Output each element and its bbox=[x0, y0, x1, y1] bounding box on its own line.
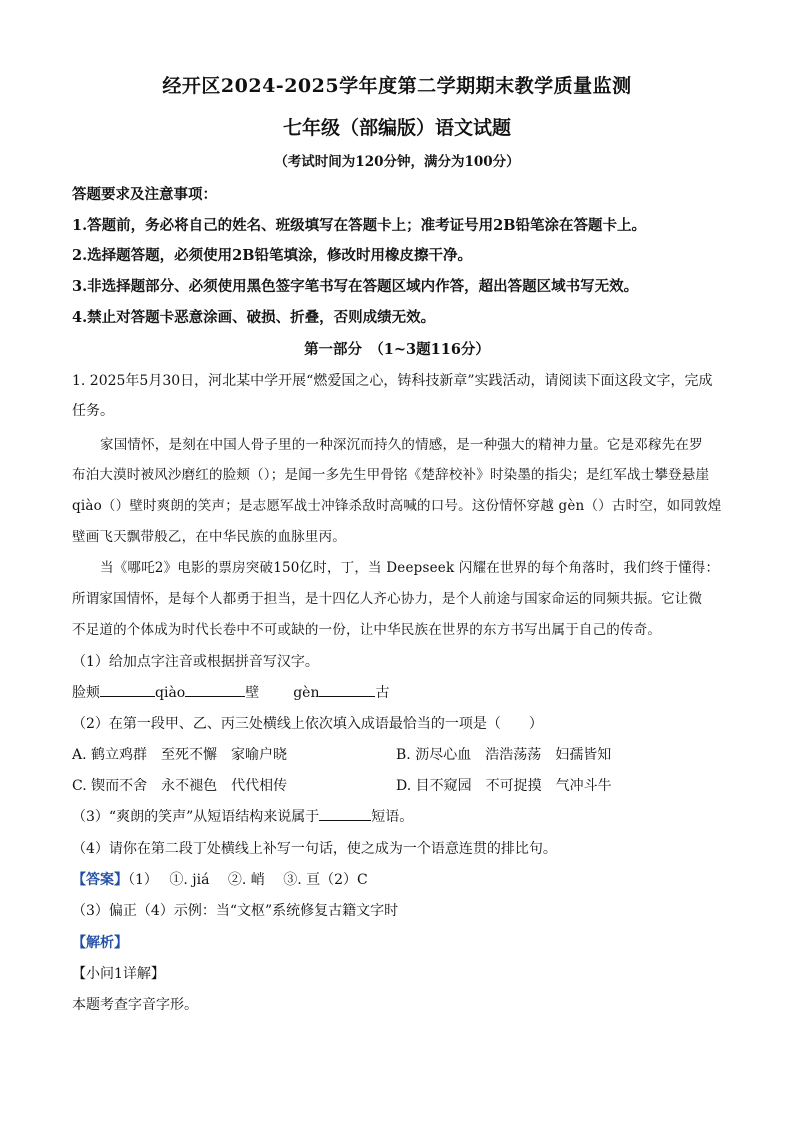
answer-blank[interactable] bbox=[319, 806, 371, 821]
instruction-item: 2.选择题答题，必须使用2B铅笔填涂，修改时用橡皮擦干净。 bbox=[72, 247, 472, 264]
answer-blank[interactable] bbox=[319, 682, 375, 697]
instruction-item: 4.禁止对答题卡恶意涂画、破损、折叠，否则成绩无效。 bbox=[72, 309, 436, 326]
answer-label: 【答案】 bbox=[72, 872, 128, 888]
fill-word: 脸颊 bbox=[72, 685, 100, 701]
subquestion-3 bbox=[72, 806, 413, 826]
option-a[interactable]: A. 鹤立鸡群 至死不懈 家喻户晓 bbox=[72, 747, 288, 763]
exam-subtitle: 七年级（部编版）语文试题 bbox=[282, 117, 511, 139]
subquestion-2: （2）在第一段甲、乙、丙三处横线上依次填入成语最恰当的一项是（ ） bbox=[72, 716, 543, 732]
analysis-label: 【解析】 bbox=[72, 935, 128, 951]
fill-blank-row bbox=[72, 682, 389, 702]
subquestion-3-tail: 短语。 bbox=[371, 809, 414, 825]
passage-line: 家国情怀，是刻在中国人骨子里的一种深沉而持久的情感，是一种强大的精神力量。它是邓稼先在罗 bbox=[100, 437, 703, 453]
fill-word: 古 bbox=[375, 685, 390, 701]
answer-blank[interactable] bbox=[100, 682, 155, 697]
option-d[interactable]: D. 目不窥园 不可捉摸 气冲斗牛 bbox=[396, 778, 612, 794]
passage-line: 壁画飞天飘带般乙，在中华民族的血脉里丙。 bbox=[72, 529, 346, 545]
answer-blank[interactable] bbox=[185, 682, 245, 697]
answer-line bbox=[72, 869, 368, 889]
fill-word: qiào bbox=[155, 685, 186, 701]
analysis-text: 本题考查字音字形。 bbox=[72, 997, 198, 1013]
subquestion-1: （1）给加点字注音或根据拼音写汉字。 bbox=[72, 654, 319, 670]
instruction-item: 3.非选择题部分、必须使用黑色签字笔书写在答题区域内作答，超出答题区域书写无效。 bbox=[72, 278, 639, 295]
instructions-heading: 答题要求及注意事项： bbox=[72, 186, 217, 203]
analysis-sub-label: 【小问1详解】 bbox=[72, 966, 165, 982]
answer-line-2: （3）偏正（4）示例：当“文枢”系统修复古籍文字时 bbox=[72, 903, 399, 919]
subquestion-4: （4）请你在第二段丁处横线上补写一句话，使之成为一个语意连贯的排比句。 bbox=[72, 841, 557, 857]
fill-word: 壁 bbox=[245, 685, 260, 701]
answer-text: （1） ①. jiá ②. 峭 ③. 亘（2）C bbox=[128, 872, 368, 888]
passage-line: 当《哪吒2》电影的票房突破150亿时，丁，当 Deepseek 闪耀在世界的每个角落时，我们终于懂得： bbox=[100, 560, 720, 576]
passage-line: 所谓家国情怀，是每个人都勇于担当，是十四亿人齐心协力，是个人前途与国家命运的同频共振。它让微 bbox=[72, 591, 703, 607]
passage-line: 不足道的个体成为时代长卷中不可或缺的一份，让中华民族在世界的东方书写出属于自己的传奇。 bbox=[72, 622, 662, 638]
exam-info: （考试时间为120分钟，满分为100分） bbox=[274, 154, 520, 170]
section-heading: 第一部分 （1~3题116分） bbox=[304, 341, 490, 358]
passage-line: 布泊大漠时被风沙磨红的脸颊（）；是闻一多先生甲骨铭《楚辞校补》时染墨的指尖；是红军战士攀登悬崖 bbox=[72, 467, 710, 483]
question1-intro: 1. 2025年5月30日，河北某中学开展“燃爱国之心，铸科技新章”实践活动，请阅读下面这段文字，完成 bbox=[72, 373, 713, 389]
option-c[interactable]: C. 锲而不舍 永不褪色 代代相传 bbox=[72, 778, 288, 794]
instruction-item: 1.答题前，务必将自己的姓名、班级填写在答题卡上；准考证号用2B铅笔涂在答题卡上。 bbox=[72, 217, 646, 234]
subquestion-3-text: （3）“爽朗的笑声”从短语结构来说属于 bbox=[72, 809, 320, 825]
passage-line: qiào（）壁时爽朗的笑声；是志愿军战士冲锋杀敌时高喊的口号。这份情怀穿越 gèn（）古时空，如同敦煌 bbox=[72, 498, 722, 514]
option-b[interactable]: B. 沥尽心血 浩浩荡荡 妇孺皆知 bbox=[396, 747, 612, 763]
question1-intro-cont: 任务。 bbox=[72, 403, 114, 419]
fill-word: gèn bbox=[293, 685, 320, 701]
exam-title: 经开区2024-2025学年度第二学期期末教学质量监测 bbox=[162, 75, 632, 97]
